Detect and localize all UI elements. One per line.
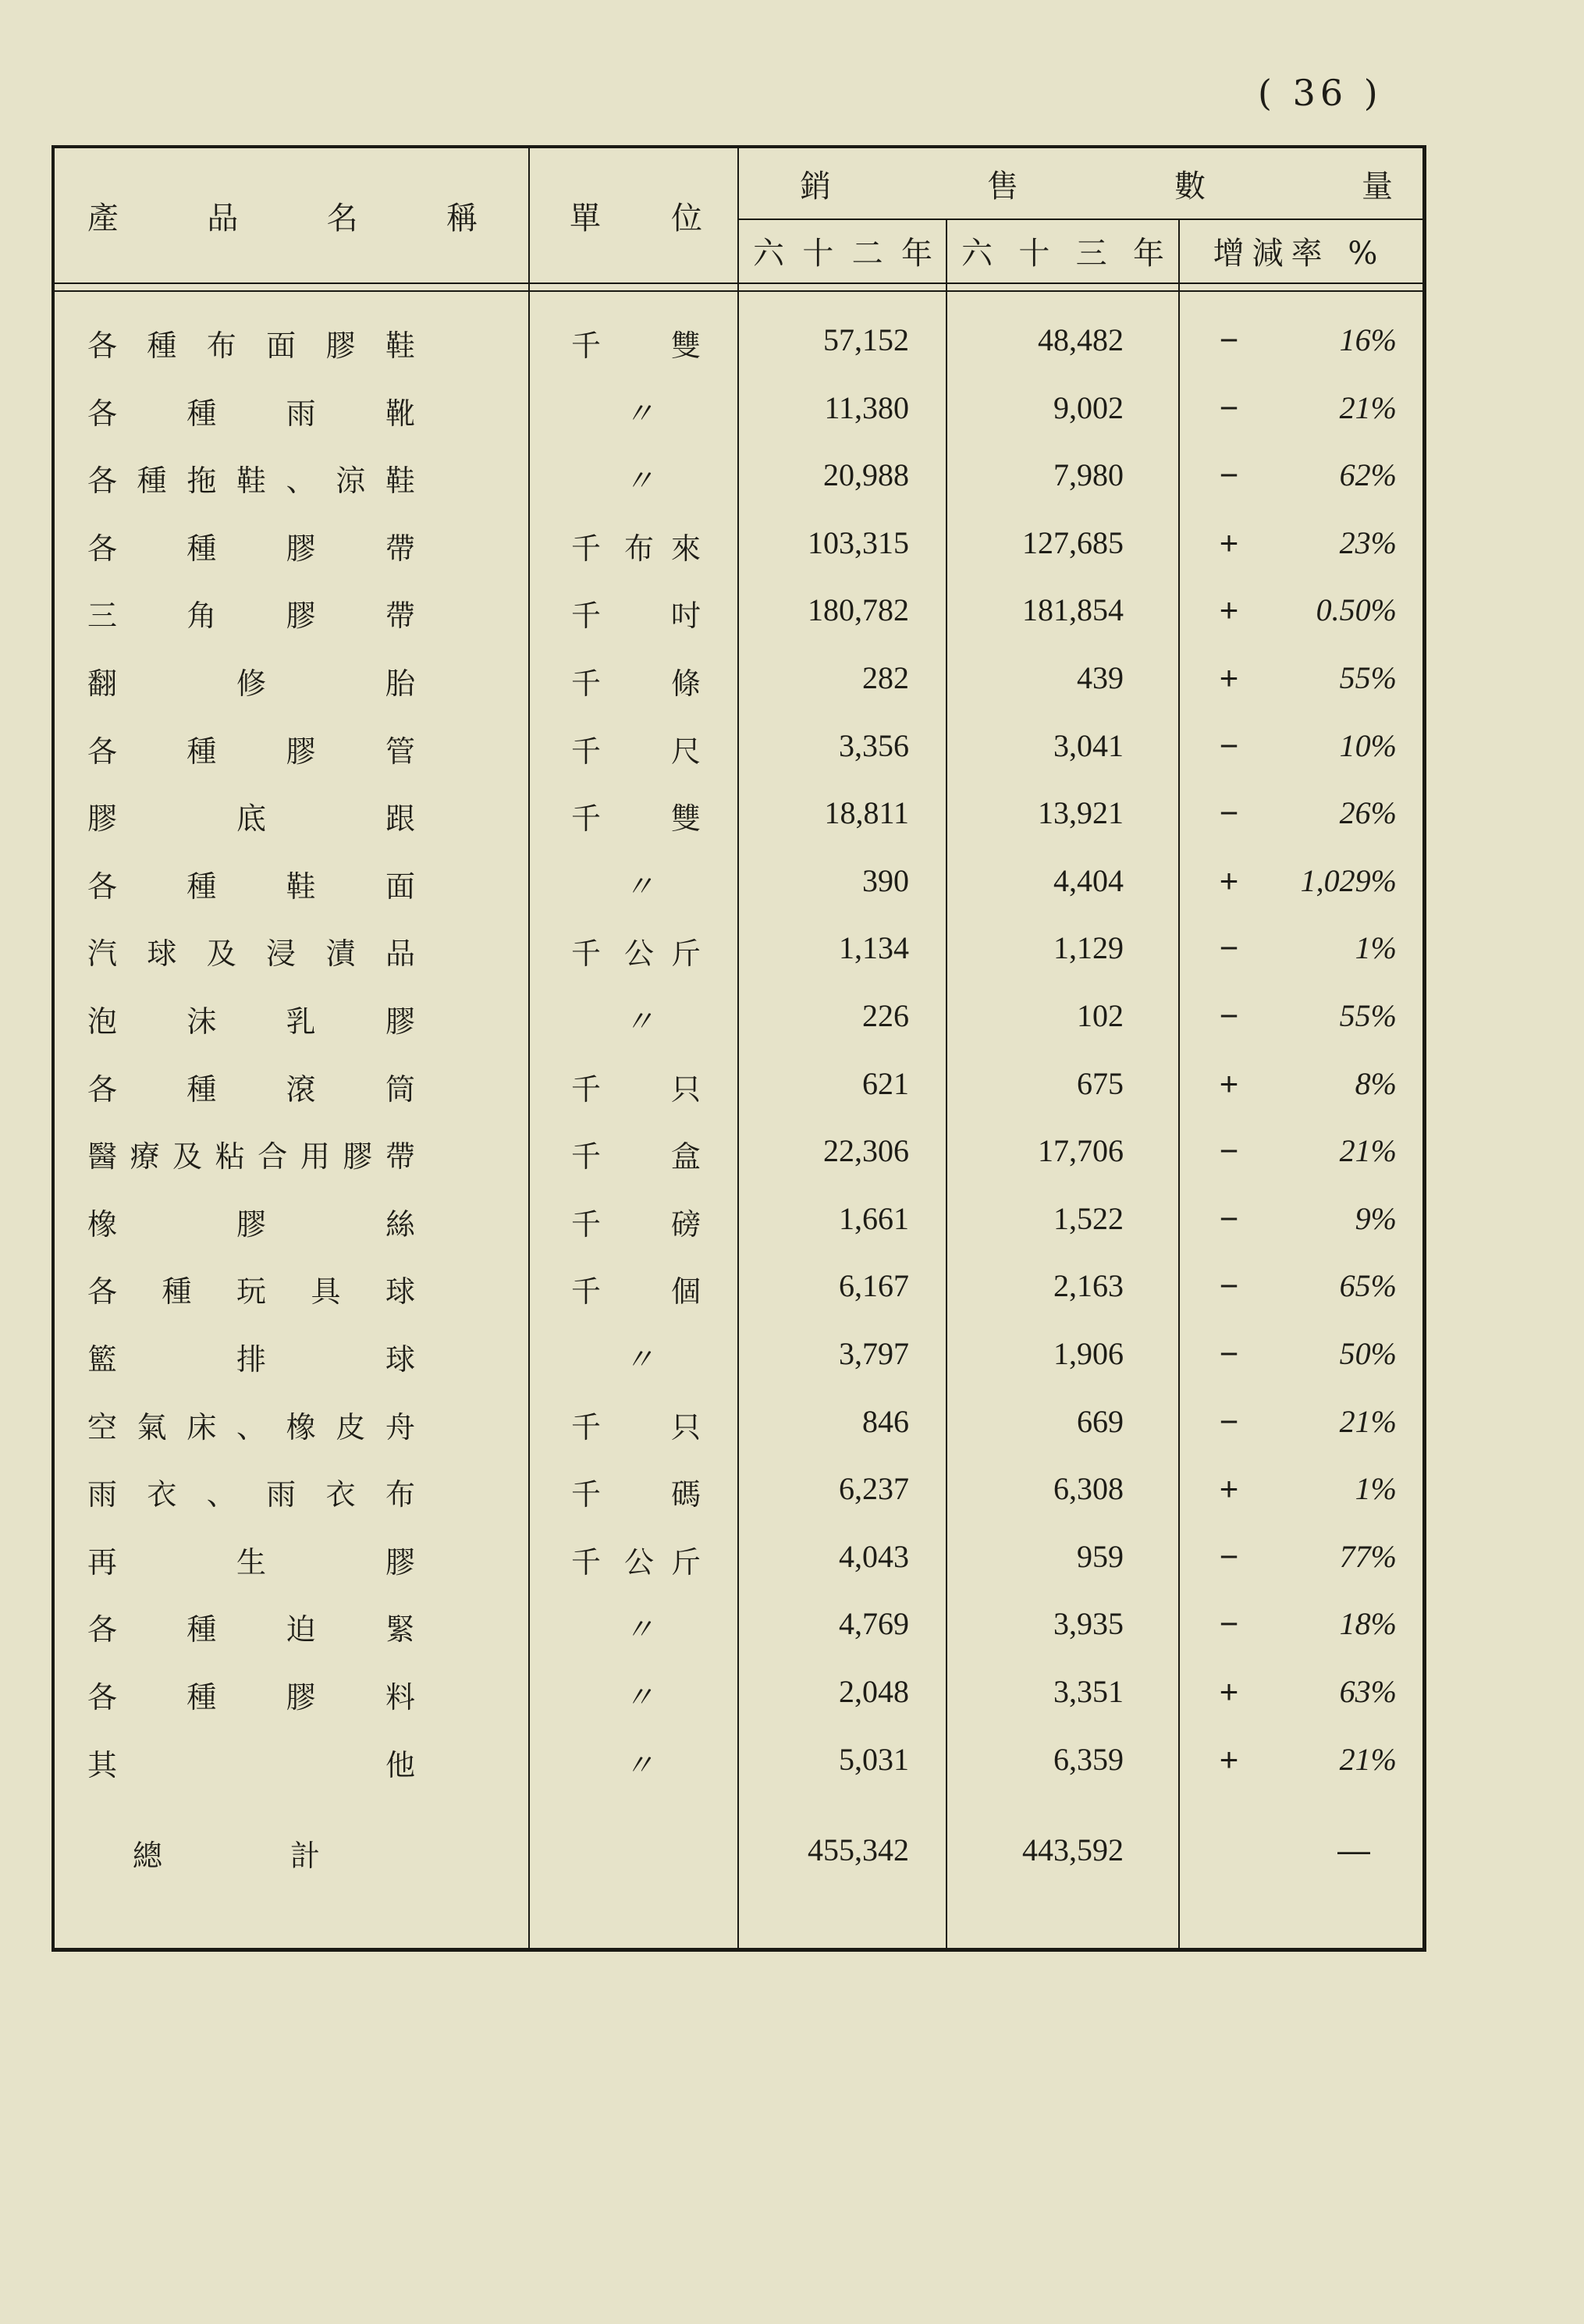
change-percent: 21% <box>1339 1403 1397 1439</box>
product-name: 汽 球 及 浸 漬 品 <box>87 936 415 972</box>
product-name: 各 種 滾 筒 <box>87 1071 415 1107</box>
change-sign: − <box>1219 1605 1239 1643</box>
unit-prefix: 千 <box>571 1544 602 1580</box>
product-name: 空 氣 床 、 橡 皮 舟 <box>87 1409 415 1445</box>
change-percent: 1% <box>1355 930 1397 966</box>
unit-mid: 〃 <box>624 1004 655 1039</box>
sales-62: 4,043 <box>839 1538 909 1574</box>
unit-prefix: 千 <box>571 329 602 363</box>
total-63: 443,592 <box>1022 1832 1124 1868</box>
sales-62: 1,661 <box>839 1200 909 1236</box>
sales-63: 3,041 <box>1053 727 1124 763</box>
sales-62: 4,769 <box>839 1606 909 1642</box>
unit-mid: 〃 <box>624 1747 655 1782</box>
column-divider <box>737 148 739 1948</box>
total-62: 455,342 <box>808 1832 909 1868</box>
unit-word: 只 <box>671 1071 701 1107</box>
unit-word: 個 <box>671 1274 701 1309</box>
change-percent: 21% <box>1339 1741 1397 1777</box>
sales-63: 1,522 <box>1053 1200 1124 1236</box>
unit-word: 只 <box>671 1409 701 1445</box>
change-percent: 9% <box>1355 1200 1397 1236</box>
change-percent: 62% <box>1339 457 1397 493</box>
sales-63: 2,163 <box>1053 1268 1124 1304</box>
sales-63: 1,906 <box>1053 1336 1124 1371</box>
unit-prefix: 千 <box>571 801 602 837</box>
unit-prefix: 千 <box>571 1409 602 1445</box>
unit-prefix: 千 <box>571 531 602 566</box>
sales-62: 22,306 <box>823 1133 909 1169</box>
unit-prefix: 千 <box>571 1206 602 1242</box>
unit-mid: 公 <box>624 936 655 972</box>
unit-word: 來 <box>671 531 701 566</box>
change-sign: − <box>1219 929 1239 967</box>
change-sign: + <box>1219 1470 1239 1508</box>
sales-63: 3,935 <box>1053 1606 1124 1642</box>
product-name: 醫 療 及 粘 合 用 膠 帶 <box>87 1139 415 1174</box>
change-percent: 50% <box>1339 1336 1397 1371</box>
sales-63: 1,129 <box>1053 930 1124 966</box>
change-sign: − <box>1219 1537 1239 1575</box>
sales-62: 6,237 <box>839 1471 909 1507</box>
change-sign: − <box>1219 1132 1239 1170</box>
header-sales-volume: 銷 售 數 量 <box>800 168 1393 204</box>
change-percent: 63% <box>1339 1674 1397 1709</box>
sales-63: 13,921 <box>1038 795 1124 831</box>
product-name: 各 種 布 面 膠 鞋 <box>87 329 415 363</box>
product-name: 其 他 <box>87 1747 415 1782</box>
column-divider <box>1178 219 1180 1948</box>
change-sign: + <box>1219 659 1239 696</box>
change-percent: 21% <box>1339 389 1397 425</box>
change-sign: + <box>1219 862 1239 899</box>
change-sign: − <box>1219 1402 1239 1440</box>
sales-62: 3,797 <box>839 1336 909 1371</box>
change-sign: − <box>1219 794 1239 832</box>
change-percent: 16% <box>1339 322 1397 357</box>
sales-62: 3,356 <box>839 727 909 763</box>
sales-63: 7,980 <box>1053 457 1124 493</box>
unit-word: 斤 <box>671 1544 701 1580</box>
sales-62: 621 <box>862 1065 909 1101</box>
sales-62: 57,152 <box>823 322 909 357</box>
product-name: 各 種 膠 帶 <box>87 531 415 566</box>
product-name: 各 種 鞋 面 <box>87 869 415 904</box>
product-name: 泡 沫 乳 膠 <box>87 1004 415 1039</box>
product-name: 再 生 膠 <box>87 1544 415 1580</box>
sales-62: 5,031 <box>839 1741 909 1777</box>
change-percent: 0.50% <box>1316 592 1397 628</box>
header-bottom-rule <box>55 283 1422 284</box>
total-label: 總 計 <box>133 1839 320 1874</box>
change-sign: − <box>1219 457 1239 494</box>
change-sign: + <box>1219 1064 1239 1102</box>
change-sign: − <box>1219 389 1239 426</box>
sales-63: 675 <box>1077 1065 1124 1101</box>
sales-table <box>51 145 1426 1952</box>
product-name: 各 種 膠 料 <box>87 1680 415 1715</box>
unit-mid: 〃 <box>624 1612 655 1647</box>
change-sign: + <box>1219 524 1239 561</box>
change-percent: 1,029% <box>1300 862 1397 898</box>
product-name: 雨 衣 、 雨 衣 布 <box>87 1477 415 1512</box>
sales-63: 9,002 <box>1053 389 1124 425</box>
change-sign: + <box>1219 592 1239 629</box>
header-product-name: 產 品 名 稱 <box>87 200 478 236</box>
change-sign: − <box>1219 1335 1239 1372</box>
sales-63: 48,482 <box>1038 322 1124 357</box>
header-year-62: 六 十 二 年 <box>753 235 932 272</box>
sales-63: 6,359 <box>1053 1741 1124 1777</box>
unit-mid: 〃 <box>624 1680 655 1715</box>
header-bottom-rule <box>55 290 1422 292</box>
change-percent: 55% <box>1339 660 1397 695</box>
unit-word: 磅 <box>671 1206 701 1242</box>
unit-mid: 公 <box>624 1544 655 1580</box>
unit-word: 斤 <box>671 936 701 972</box>
sales-62: 2,048 <box>839 1674 909 1709</box>
sales-63: 102 <box>1077 998 1124 1033</box>
sales-62: 282 <box>862 660 909 695</box>
product-name: 各 種 拖 鞋 、 涼 鞋 <box>87 464 415 499</box>
column-divider <box>946 219 947 1948</box>
sales-63: 6,308 <box>1053 1471 1124 1507</box>
unit-word: 雙 <box>671 329 701 363</box>
product-name: 各 種 迫 緊 <box>87 1612 415 1647</box>
unit-prefix: 千 <box>571 1139 602 1174</box>
product-name: 橡 膠 絲 <box>87 1206 415 1242</box>
change-sign: − <box>1219 727 1239 764</box>
unit-word: 吋 <box>671 599 701 634</box>
change-sign: − <box>1219 1199 1239 1237</box>
unit-prefix: 千 <box>571 734 602 769</box>
change-percent: 18% <box>1339 1606 1397 1642</box>
unit-word: 碼 <box>671 1477 701 1512</box>
product-name: 各 種 玩 具 球 <box>87 1274 415 1309</box>
change-percent: 21% <box>1339 1133 1397 1169</box>
change-percent: 26% <box>1339 795 1397 831</box>
product-name: 籃 排 球 <box>87 1342 415 1377</box>
unit-prefix: 千 <box>571 1274 602 1309</box>
header-unit: 單 位 <box>570 200 702 236</box>
sales-62: 1,134 <box>839 930 909 966</box>
product-name: 三 角 膠 帶 <box>87 599 415 634</box>
sales-62: 846 <box>862 1403 909 1439</box>
sales-63: 669 <box>1077 1403 1124 1439</box>
header-change-rate: 增減率 % <box>1213 235 1386 272</box>
unit-prefix: 千 <box>571 666 602 701</box>
change-percent: 23% <box>1339 524 1397 560</box>
unit-word: 盒 <box>671 1139 701 1174</box>
sales-63: 127,685 <box>1022 524 1124 560</box>
change-percent: 1% <box>1355 1471 1397 1507</box>
change-sign: − <box>1219 322 1239 358</box>
sales-63: 3,351 <box>1053 1674 1124 1709</box>
unit-word: 尺 <box>671 734 701 769</box>
sales-62: 6,167 <box>839 1268 909 1304</box>
sales-63: 17,706 <box>1038 1133 1124 1169</box>
sales-62: 390 <box>862 862 909 898</box>
unit-word: 雙 <box>671 801 701 837</box>
unit-prefix: 千 <box>571 1071 602 1107</box>
change-sign: − <box>1219 997 1239 1034</box>
sales-63: 4,404 <box>1053 862 1124 898</box>
sales-62: 11,380 <box>824 389 909 425</box>
change-percent: 65% <box>1339 1268 1397 1304</box>
sales-63: 959 <box>1077 1538 1124 1574</box>
total-change: — <box>1337 1832 1370 1869</box>
unit-mid: 〃 <box>624 1342 655 1377</box>
product-name: 各 種 膠 管 <box>87 734 415 769</box>
sales-62: 180,782 <box>808 592 909 628</box>
change-percent: 8% <box>1355 1065 1397 1101</box>
sales-63: 181,854 <box>1022 592 1124 628</box>
sales-62: 103,315 <box>808 524 909 560</box>
product-name: 各 種 雨 靴 <box>87 396 415 431</box>
change-percent: 77% <box>1339 1538 1397 1574</box>
unit-word: 條 <box>671 666 701 701</box>
sales-63: 439 <box>1077 660 1124 695</box>
unit-prefix: 千 <box>571 599 602 634</box>
page-number: ( 36 ) <box>1258 72 1383 114</box>
change-sign: + <box>1219 1673 1239 1710</box>
sales-62: 226 <box>862 998 909 1033</box>
column-divider <box>528 148 530 1948</box>
product-name: 翻 修 胎 <box>87 666 415 701</box>
unit-mid: 〃 <box>624 396 655 431</box>
unit-prefix: 千 <box>571 1477 602 1512</box>
sales-62: 20,988 <box>823 457 909 493</box>
product-name: 膠 底 跟 <box>87 801 415 837</box>
change-sign: + <box>1219 1740 1239 1778</box>
change-percent: 55% <box>1339 998 1397 1033</box>
change-sign: − <box>1219 1267 1239 1305</box>
unit-mid: 〃 <box>624 464 655 499</box>
unit-mid: 〃 <box>624 869 655 904</box>
unit-mid: 布 <box>624 531 655 566</box>
change-percent: 10% <box>1339 727 1397 763</box>
header-year-63: 六 十 三 年 <box>961 235 1164 272</box>
sales-62: 18,811 <box>824 795 909 831</box>
unit-prefix: 千 <box>571 936 602 972</box>
